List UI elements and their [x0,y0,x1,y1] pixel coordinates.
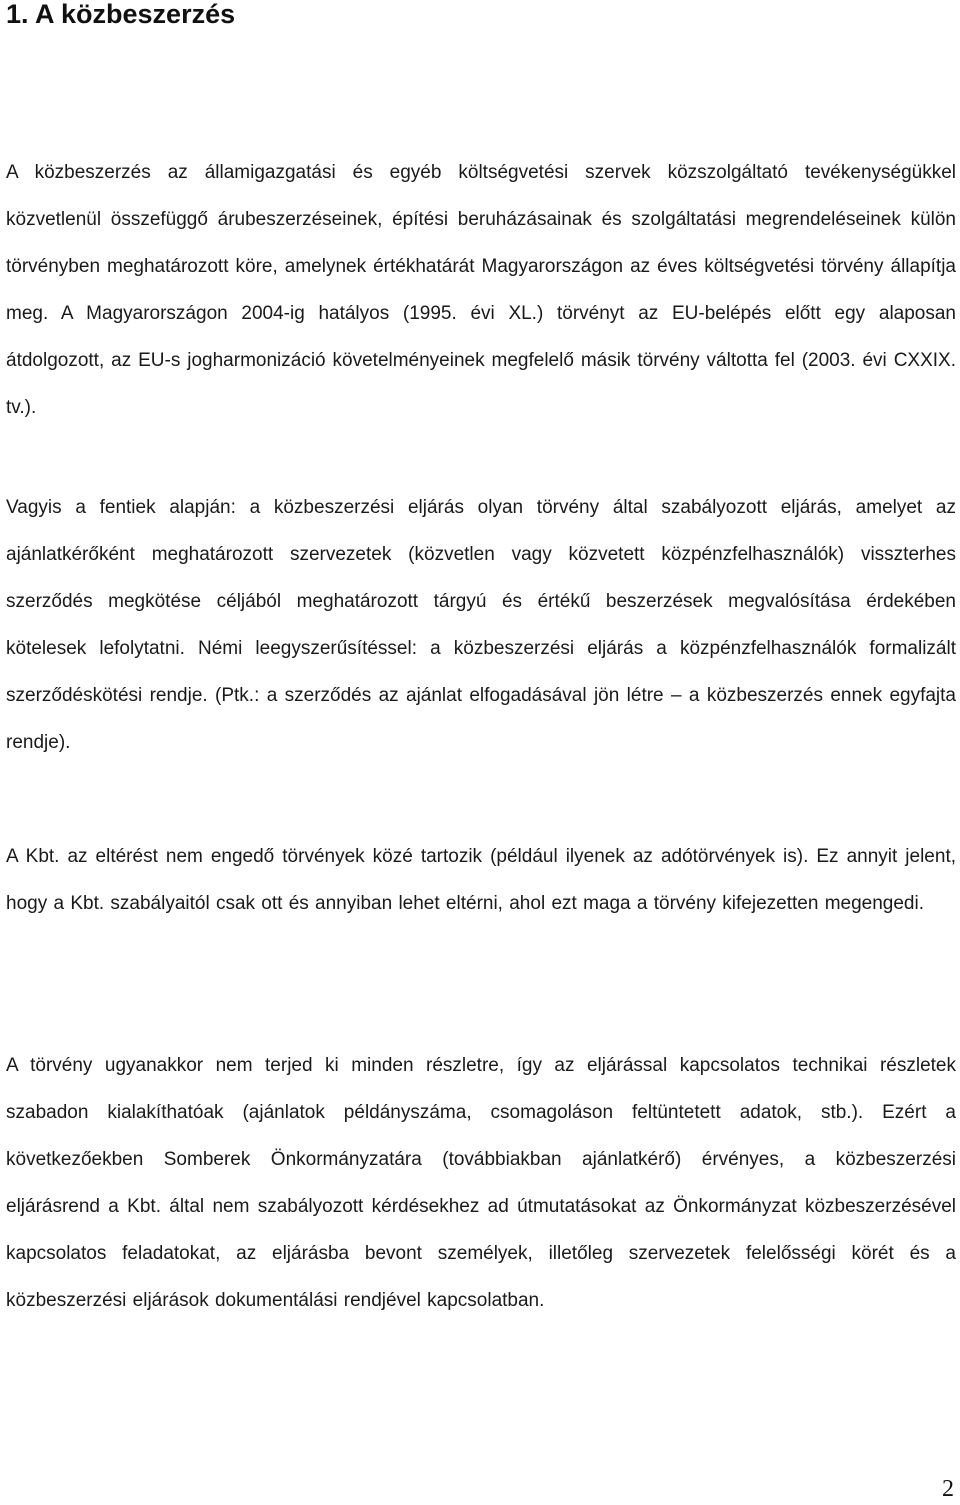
paragraph-procedure: Vagyis a fentiek alapján: a közbeszerzési eljárás olyan törvény által szabályozott eljárás, amelyet az ajánlatkérőként meghatározott szervezetek (közvetlen vagy közvetett közpénzfelhasználók) visszterhes szerződés megkötése céljából meghatározott tárgyú és értékű beszerzések megvalósítása érdekében kötelesek lefolytatni. Némi leegyszerűsítéssel: a közbeszerzési eljárás a közpénzfelhasználók formalizált szerződéskötési rendje. (Ptk.: a szerződés az ajánlat elfogadásával jön létre – a közbeszerzés ennek egyfajta rendje). [6,497,956,753]
page-number: 2 [942,1476,954,1502]
paragraph-kbt: A Kbt. az eltérést nem engedő törvények közé tartozik (például ilyenek az adótörvények is). Ez annyit jelent, hogy a Kbt. szabályaitól csak ott és annyiban lehet eltérni, ahol ezt maga a törvény kifejezetten megengedi. [6,846,956,914]
paragraph-scope: A törvény ugyanakkor nem terjed ki minden részletre, így az eljárással kapcsolatos technikai részletek szabadon kialakíthatóak (ajánlatok példányszáma, csomagoláson feltüntetett adatok, stb.). Ezért a következőekben Somberek Önkormányzatára (továbbiakban ajánlatkérő) érvényes, a közbeszerzési eljárásrend a Kbt. által nem szabályozott kérdésekhez ad útmutatásokat az Önkormányzat közbeszerzésével kapcsolatos feladatokat, az eljárásba bevont személyek, illetőleg szervezetek felelősségi körét és a közbeszerzési eljárások dokumentálási rendjével kapcsolatban. [6,1055,956,1311]
paragraph-definition: A közbeszerzés az államigazgatási és egyéb költségvetési szervek közszolgáltató tevékenységükkel közvetlenül összefüggő árubeszerzéseinek, építési beruházásainak és szolgáltatási megrendeléseinek külön törvényben meghatározott köre, amelynek értékhatárát Magyarországon az éves költségvetési törvény állapítja meg. A Magyarországon 2004-ig hatályos (1995. évi XL.) törvényt az EU-belépés előtt egy alaposan átdolgozott, az EU-s jogharmonizáció követelményeinek megfelelő másik törvény váltotta fel (2003. évi CXXIX. tv.). [6,162,956,418]
section-heading: 1. A közbeszerzés [6,0,236,29]
